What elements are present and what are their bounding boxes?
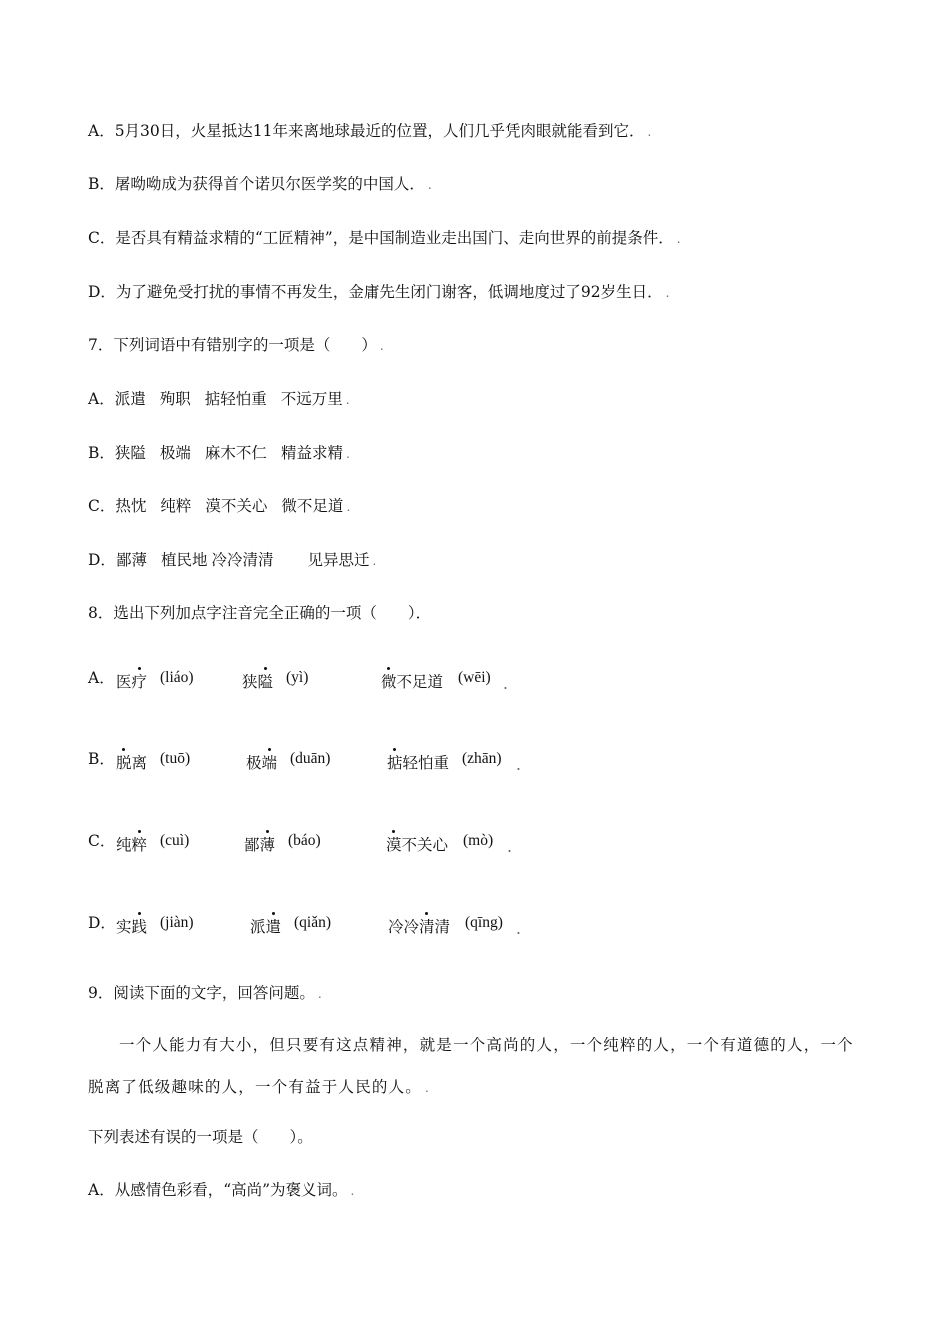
q8-stem-text: 8．选出下列加点字注音完全正确的一项（ ）． (88, 604, 432, 622)
dotted-char: 脱 (116, 754, 132, 772)
dotted-char: 端 (261, 754, 278, 772)
paragraph-mark: . (372, 554, 377, 568)
q9-option-a-text: A．从感情色彩看，“高尚”为褒义词。 (88, 1181, 348, 1199)
dotted-word (116, 835, 147, 855)
q9-passage (88, 1024, 863, 1109)
paragraph-mark: . (346, 500, 351, 514)
dotted-char: 微 (381, 673, 397, 691)
paragraph-mark: . (350, 1184, 355, 1198)
dotted-word (116, 917, 147, 937)
q8-stem (88, 603, 431, 623)
q6-option-b-text: B．屠呦呦成为获得首个诺贝尔医学奖的中国人． (88, 175, 425, 193)
option-label: B． (88, 444, 115, 462)
option-label: A． (88, 669, 115, 687)
pinyin: (liáo) (160, 669, 194, 686)
dotted-word (116, 672, 147, 692)
pinyin: (qīng) (465, 914, 503, 931)
q7-option-b (88, 443, 350, 464)
dotted-char: 粹 (131, 836, 148, 854)
paragraph-mark: . (345, 447, 350, 461)
word: 纯粹 (160, 497, 192, 515)
pinyin: (tuō) (160, 750, 191, 767)
q7-option-c (88, 496, 350, 517)
word-part: 不足道 (396, 673, 444, 691)
option-label: B． (88, 750, 115, 768)
word-part: 医 (116, 673, 132, 691)
word: 麻木不仁 (204, 444, 267, 462)
q9-stem-text: 9．阅读下面的文字，回答问题。 (88, 984, 315, 1002)
q9-passage-text: 一个人能力有大小，但只要有这点精神，就是一个高尚的人，一个纯粹的人，一个有道德的人，一个脱离了低级趣味的人，一个有益于人民的人。 (88, 1036, 854, 1096)
dotted-char: 疗 (131, 673, 148, 691)
word-part: 派 (250, 918, 266, 936)
q7-stem (88, 335, 384, 356)
q7-option-d (88, 550, 376, 571)
pinyin: (wēi) (458, 669, 491, 686)
q9-option-a (88, 1180, 354, 1201)
dotted-char: 隘 (257, 673, 274, 691)
word-part: 实 (116, 918, 132, 936)
paragraph-mark: . (345, 393, 350, 407)
word-part: 冷冷 (388, 918, 420, 936)
word: 微不足道 (281, 497, 344, 515)
pinyin: (mò) (463, 832, 494, 849)
word: 漠不关心 (205, 497, 268, 515)
option-label: A． (88, 390, 115, 408)
word: 派遣 (114, 390, 146, 408)
paragraph-mark: . (317, 987, 322, 1001)
word: 见异思迁 (307, 551, 370, 569)
q6-option-c-text: C．是否具有精益求精的“工匠精神”，是中国制造业走出国门、走向世界的前提条件． (88, 229, 674, 247)
dotted-char: 清 (419, 918, 435, 936)
paragraph-mark: . (665, 286, 670, 300)
dotted-char: 掂 (387, 754, 403, 772)
pinyin: (jiàn) (160, 914, 194, 931)
word-part: 轻怕重 (402, 754, 450, 772)
option-label: C． (88, 497, 116, 515)
paragraph-mark: . (507, 838, 512, 856)
dotted-word (381, 672, 443, 692)
word: 殉职 (159, 390, 191, 408)
word-part: 不关心 (401, 836, 449, 854)
dotted-word (242, 672, 273, 692)
q7-option-a (88, 389, 350, 410)
q7-stem-text: 7．下列词语中有错别字的一项是（ ） (88, 336, 377, 354)
word: 热忱 (115, 497, 147, 515)
dotted-word (387, 753, 449, 773)
paragraph-mark: . (427, 178, 432, 192)
word: 极端 (159, 444, 191, 462)
word: 掂轻怕重 (204, 390, 267, 408)
dotted-word (388, 917, 450, 937)
q6-option-a-text: A．5月30日，火星抵达11年来离地球最近的位置，人们几乎凭肉眼就能看到它． (88, 122, 645, 140)
paragraph-mark: . (516, 920, 521, 938)
word: 鄙薄 (115, 551, 147, 569)
dotted-word (386, 835, 448, 855)
word: 精益求精 (280, 444, 343, 462)
pinyin: (zhān) (462, 750, 502, 767)
option-label: D． (88, 914, 116, 932)
pinyin: (cuì) (160, 832, 190, 849)
paragraph-mark: . (647, 125, 652, 139)
pinyin: (qiǎn) (294, 914, 332, 931)
word-part: 清 (434, 918, 451, 936)
paragraph-mark: . (503, 675, 508, 693)
word-part: 狭 (242, 673, 258, 691)
dotted-word (244, 835, 275, 855)
q6-option-d-text: D．为了避免受打扰的事情不再发生，金庸先生闭门谢客，低调地度过了92岁生日． (88, 283, 663, 301)
q9-prompt (88, 1127, 313, 1147)
pinyin: (báo) (288, 832, 321, 849)
q6-option-c (88, 228, 681, 249)
word-part: 离 (131, 754, 148, 772)
word-part: 鄙 (244, 836, 260, 854)
paragraph-mark: . (676, 232, 681, 246)
paragraph-mark: . (379, 339, 384, 353)
dotted-char: 薄 (259, 836, 276, 854)
paragraph-mark: . (516, 756, 521, 774)
q9-stem (88, 983, 322, 1004)
dotted-char: 遣 (265, 918, 282, 936)
option-label: D． (88, 551, 116, 569)
pinyin: (yì) (286, 669, 309, 686)
paragraph-mark: . (425, 1081, 431, 1095)
word-part: 纯 (116, 836, 132, 854)
dotted-word (116, 753, 147, 773)
word: 不远万里 (280, 390, 343, 408)
option-label: C． (88, 832, 116, 850)
q9-prompt-text: 下列表述有误的一项是（ ）。 (88, 1128, 313, 1146)
word: 冷冷清清 (211, 551, 274, 569)
q6-option-d (88, 282, 669, 303)
word: 狭隘 (114, 444, 146, 462)
dotted-word (246, 753, 277, 773)
dotted-char: 践 (131, 918, 148, 936)
pinyin: (duān) (290, 750, 331, 767)
dotted-word (250, 917, 281, 937)
q6-option-a (88, 121, 651, 142)
q6-option-b (88, 174, 432, 195)
dotted-char: 漠 (386, 836, 402, 854)
word-part: 极 (246, 754, 262, 772)
word: 植民地 (160, 551, 208, 569)
